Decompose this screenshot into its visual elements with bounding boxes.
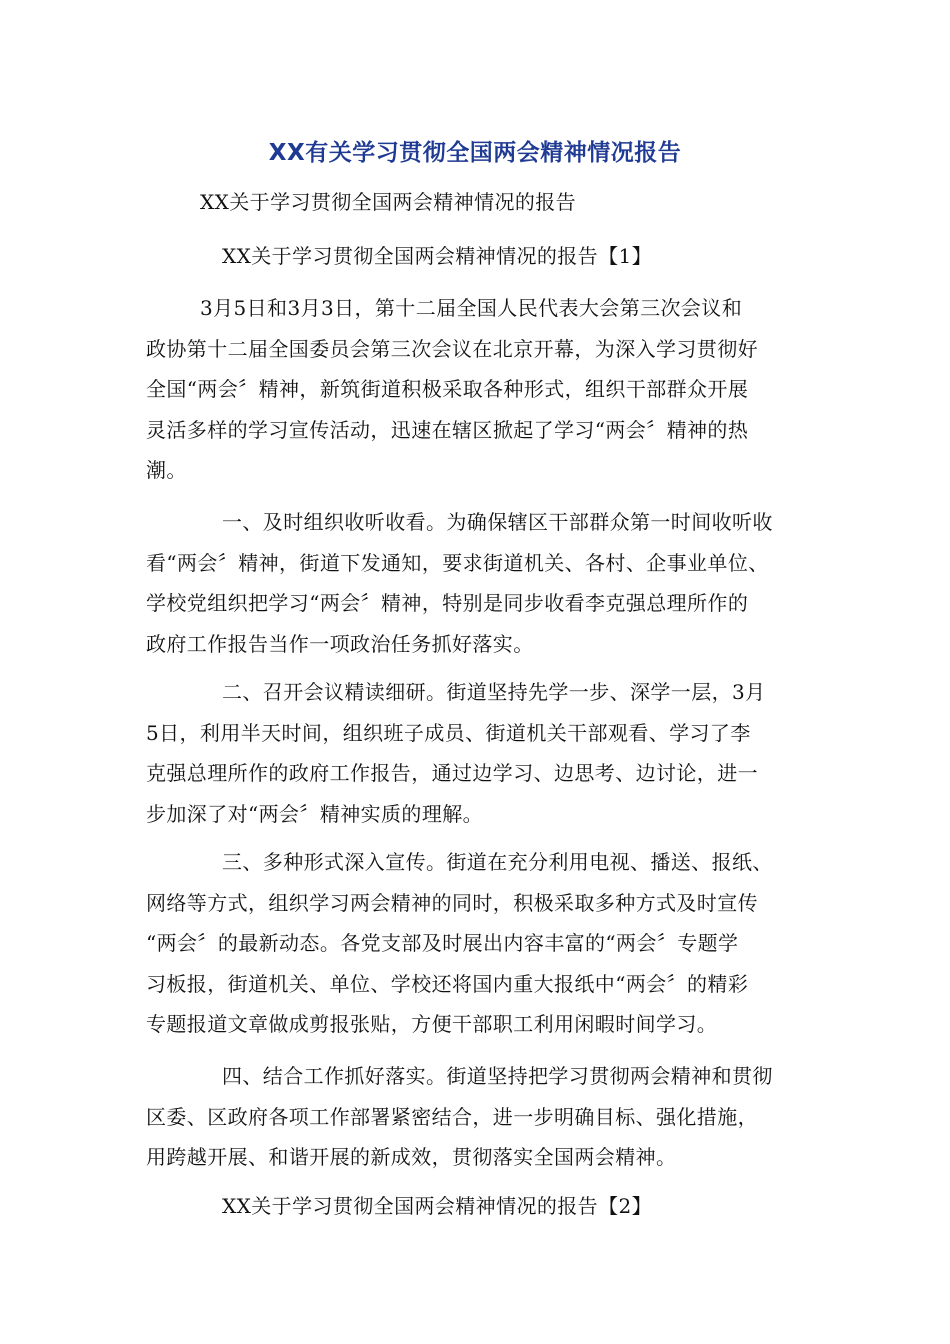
paragraph-5-line: 四、结合工作抓好落实。街道坚持把学习贯彻两会精神和贯彻: [222, 1064, 773, 1088]
paragraph-4-line: 三、多种形式深入宣传。街道在充分利用电视、播送、报纸、: [222, 850, 773, 874]
document-title: XX有关学习贯彻全国两会精神情况报告: [268, 140, 682, 166]
paragraph-2-line: 学校党组织把学习“两会〞精神，特别是同步收看李克强总理所作的: [146, 591, 749, 615]
paragraph-1-line: 政协第十二届全国委员会第三次会议在北京开幕，为深入学习贯彻好: [146, 337, 758, 361]
paragraph-2-line: 政府工作报告当作一项政治任务抓好落实。: [146, 632, 534, 656]
paragraph-1-line: 潮。: [146, 458, 187, 482]
paragraph-3-line: 5日，利用半天时间，组织班子成员、街道机关干部观看、学习了李: [146, 721, 751, 745]
document-subtitle: XX关于学习贯彻全国两会精神情况的报告: [200, 190, 577, 214]
paragraph-5-line: 区委、区政府各项工作部署紧密结合，进一步明确目标、强化措施，: [146, 1105, 758, 1129]
section-heading-1: XX关于学习贯彻全国两会精神情况的报告【1】: [222, 244, 653, 268]
paragraph-4-line: 网络等方式，组织学习两会精神的同时，积极采取多种方式及时宣传: [146, 891, 758, 915]
paragraph-2-line: 一、及时组织收听收看。为确保辖区干部群众第一时间收听收: [222, 510, 773, 534]
paragraph-3-line: 步加深了对“两会〞精神实质的理解。: [146, 802, 484, 826]
paragraph-4-line: 专题报道文章做成剪报张贴，方便干部职工利用闲暇时间学习。: [146, 1012, 718, 1036]
paragraph-3-line: 克强总理所作的政府工作报告，通过边学习、边思考、边讨论，进一: [146, 761, 758, 785]
paragraph-4-line: “两会〞的最新动态。各党支部及时展出内容丰富的“两会〞专题学: [146, 931, 739, 955]
paragraph-1-line: 3月5日和3月3日，第十二届全国人民代表大会第三次会议和: [200, 296, 743, 320]
paragraph-4-line: 习板报，街道机关、单位、学校还将国内重大报纸中“两会〞的精彩: [146, 972, 749, 996]
paragraph-5-line: 用跨越开展、和谐开展的新成效，贯彻落实全国两会精神。: [146, 1145, 677, 1169]
section-heading-2: XX关于学习贯彻全国两会精神情况的报告【2】: [222, 1194, 653, 1218]
paragraph-3-line: 二、召开会议精读细研。街道坚持先学一步、深学一层，3月: [222, 680, 766, 704]
paragraph-1-line: 灵活多样的学习宣传活动，迅速在辖区掀起了学习“两会〞精神的热: [146, 418, 749, 442]
paragraph-1-line: 全国“两会〞精神，新筑街道积极采取各种形式，组织干部群众开展: [146, 377, 749, 401]
paragraph-2-line: 看“两会〞精神，街道下发通知，要求街道机关、各村、企事业单位、: [146, 551, 769, 575]
